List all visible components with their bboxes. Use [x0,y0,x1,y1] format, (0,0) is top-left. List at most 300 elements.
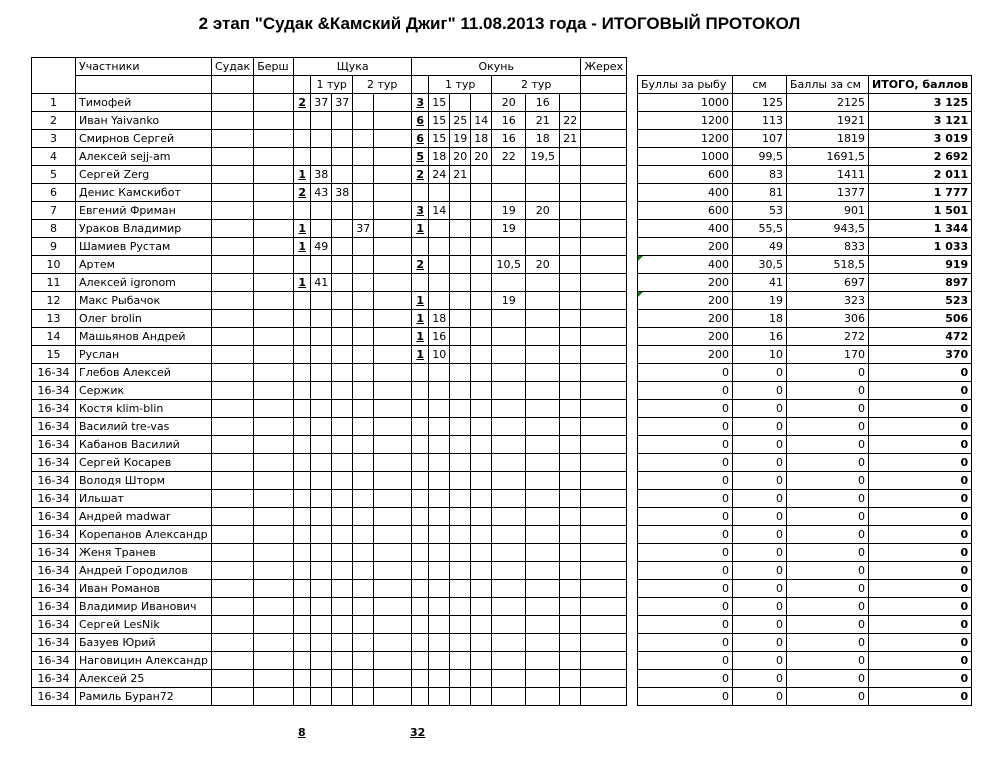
fish-points-cell: 600 [638,202,733,220]
shchuka-count: 2 [294,184,311,202]
table-row [32,328,627,346]
score-row [638,130,972,148]
shchuka-tour1-cell [332,256,353,274]
shchuka-tour1-cell [311,490,332,508]
shchuka-tour2-cell [374,274,412,292]
shchuka-tour2-cell [374,418,412,436]
okun-count: 2 [412,166,429,184]
shchuka-count: 1 [294,220,311,238]
total-cell: 897 [869,274,972,292]
zherekh-cell [581,634,627,652]
shchuka-tour1-cell [311,364,332,382]
cm-points-header: Баллы за см [787,76,869,94]
shchuka-tour2-cell [353,346,374,364]
cm-header: см [733,76,787,94]
okun-tour1-cell [471,580,492,598]
place-cell: 16-34 [32,562,76,580]
shchuka-tour1-cell [332,490,353,508]
okun-tour2-cell [526,544,560,562]
participant-name: Алексей sejj-am [76,148,212,166]
cm-cell: 18 [733,310,787,328]
okun-tour1-cell [450,346,471,364]
shchuka-tour1-cell [311,598,332,616]
okun-header: Окунь [412,58,581,76]
okun-tour2-cell [526,436,560,454]
place-cell: 9 [32,238,76,256]
shchuka-tour1-cell: 41 [311,274,332,292]
okun-count [412,418,429,436]
score-row [638,148,972,166]
participant-name: Сергей LesNik [76,616,212,634]
cm-points-cell: 0 [787,580,869,598]
okun-tour2-cell: 20 [492,94,526,112]
shchuka-tour1-cell [332,454,353,472]
cm-points-cell: 0 [787,508,869,526]
shchuka-tour2-cell [374,508,412,526]
shchuka-tour1-cell [332,634,353,652]
shchuka-tour2-cell [353,328,374,346]
okun-tour2-cell [560,292,581,310]
shchuka-tour2-cell [353,580,374,598]
score-row [638,400,972,418]
zherekh-cell [581,454,627,472]
okun-count [412,652,429,670]
shchuka-tour1-cell [332,382,353,400]
okun-tour2-cell [526,454,560,472]
okun-tour2-cell [492,472,526,490]
okun-tour2-cell [492,670,526,688]
okun-tour2-cell [560,652,581,670]
shchuka-tour2-cell [353,256,374,274]
participant-name: Базуев Юрий [76,634,212,652]
okun-tour1-cell [471,418,492,436]
scores-table-body [638,76,972,706]
sudak-header: Судак [212,58,254,76]
shchuka-tour2-cell [374,202,412,220]
okun-tour1-cell [450,184,471,202]
sudak-cell [212,490,254,508]
okun-tour2-cell [492,328,526,346]
sudak-cell [212,130,254,148]
shchuka-tour2-cell [374,184,412,202]
shchuka-count [294,490,311,508]
shchuka-count [294,562,311,580]
okun-tour1-cell [429,454,450,472]
participant-name: Олег brolin [76,310,212,328]
shchuka-tour2-cell [374,382,412,400]
shchuka-tour1-cell [311,328,332,346]
okun-tour1-cell [429,562,450,580]
shchuka-count [294,670,311,688]
okun-tour1-cell: 18 [471,130,492,148]
shchuka-tour2-cell [353,292,374,310]
bersh-cell [254,544,294,562]
fish-points-cell: 1000 [638,94,733,112]
fish-points-cell: 200 [638,310,733,328]
place-cell: 1 [32,94,76,112]
place-cell: 16-34 [32,490,76,508]
okun-tour1-cell [471,598,492,616]
sudak-cell [212,166,254,184]
fish-points-cell: 400 [638,220,733,238]
shchuka-tour1-cell [311,256,332,274]
okun-tour2-cell [526,220,560,238]
shchuka-tour1-header: 1 тур [311,76,353,94]
okun-count: 1 [412,310,429,328]
okun-tour2-cell [560,148,581,166]
protocol-table [31,57,627,706]
sudak-cell [212,364,254,382]
shchuka-tour1-cell [311,454,332,472]
table-row [32,274,627,292]
score-row [638,256,972,274]
shchuka-tour2-cell [374,292,412,310]
shchuka-tour2-cell [374,148,412,166]
zherekh-cell [581,364,627,382]
bersh-cell [254,472,294,490]
okun-count: 6 [412,112,429,130]
okun-tour2-cell [560,580,581,598]
shchuka-tour2-cell [353,184,374,202]
okun-tour1-cell [450,418,471,436]
fish-points-cell: 200 [638,328,733,346]
score-row [638,688,972,706]
fish-points-cell: 0 [638,598,733,616]
okun-tour1-cell [471,472,492,490]
score-row [638,490,972,508]
okun-tour1-cell: 14 [429,202,450,220]
okun-tour1-cell [471,328,492,346]
okun-tour1-cell [471,400,492,418]
okun-count: 2 [412,256,429,274]
okun-count: 5 [412,148,429,166]
participant-name: Алексей 25 [76,670,212,688]
zherekh-cell [581,346,627,364]
okun-tour1-cell [471,166,492,184]
cm-points-cell: 0 [787,652,869,670]
table-row [32,184,627,202]
fish-points-header: Бyллы за рыбу [638,76,733,94]
place-cell: 16-34 [32,382,76,400]
fish-points-cell: 0 [638,544,733,562]
okun-tour2-cell [492,526,526,544]
okun-tour1-cell [450,328,471,346]
bersh-cell [254,382,294,400]
shchuka-tour2-cell [353,472,374,490]
okun-tour2-cell [492,400,526,418]
total-cell: 0 [869,436,972,454]
sudak-cell [212,238,254,256]
okun-tour1-cell: 25 [450,112,471,130]
zherekh-cell [581,562,627,580]
okun-count [412,490,429,508]
sudak-cell [212,256,254,274]
fish-points-cell: 0 [638,508,733,526]
shchuka-tour1-cell [332,436,353,454]
table-row [32,580,627,598]
cm-cell: 0 [733,418,787,436]
participant-name: Тимофей [76,94,212,112]
participant-name: Сергей Zerg [76,166,212,184]
okun-tour2-cell [560,256,581,274]
place-cell: 16-34 [32,634,76,652]
okun-count [412,274,429,292]
shchuka-tour1-cell: 43 [311,184,332,202]
okun-tour1-cell [471,346,492,364]
okun-tour1-cell [471,526,492,544]
score-row [638,238,972,256]
okun-tour2-header: 2 тур [492,76,581,94]
shchuka-count [294,364,311,382]
total-cell: 2 011 [869,166,972,184]
shchuka-tour2-cell [353,598,374,616]
score-row [638,598,972,616]
shchuka-count [294,508,311,526]
shchuka-tour1-cell [332,274,353,292]
bersh-cell [254,202,294,220]
fish-points-cell: 0 [638,688,733,706]
cm-cell: 125 [733,94,787,112]
cm-points-cell: 0 [787,436,869,454]
cm-points-cell: 2125 [787,94,869,112]
shchuka-tour1-cell [332,508,353,526]
cm-cell: 0 [733,670,787,688]
shchuka-tour1-cell [311,508,332,526]
participant-name: Иван Романов [76,580,212,598]
cm-points-cell: 170 [787,346,869,364]
score-row [638,112,972,130]
bersh-cell [254,562,294,580]
cm-points-cell: 0 [787,598,869,616]
cm-cell: 99,5 [733,148,787,166]
shchuka-tour1-cell [332,544,353,562]
cm-cell: 0 [733,580,787,598]
cm-cell: 41 [733,274,787,292]
okun-tour1-cell: 15 [429,112,450,130]
sudak-cell [212,382,254,400]
place-cell: 12 [32,292,76,310]
shchuka-tour2-cell [374,652,412,670]
okun-tour2-cell [526,310,560,328]
total-cell: 370 [869,346,972,364]
okun-tour1-cell [450,310,471,328]
okun-tour2-cell: 20 [526,256,560,274]
place-cell: 16-34 [32,670,76,688]
zherekh-cell [581,328,627,346]
empty-cell [294,76,311,94]
shchuka-tour1-cell [311,652,332,670]
participant-name: Наговицин Александр [76,652,212,670]
okun-tour1-cell [471,454,492,472]
okun-tour1-cell: 14 [471,112,492,130]
shchuka-tour2-cell [353,526,374,544]
shchuka-tour1-cell [332,346,353,364]
okun-tour1-cell [450,634,471,652]
table-row [32,256,627,274]
okun-tour2-cell [526,526,560,544]
zherekh-header: Жерех [581,58,627,76]
participant-name: Евгений Фриман [76,202,212,220]
okun-tour1-cell: 24 [429,166,450,184]
score-row [638,616,972,634]
shchuka-tour1-cell [332,364,353,382]
okun-tour1-header: 1 тур [429,76,492,94]
fish-points-cell: 0 [638,562,733,580]
place-cell: 16-34 [32,508,76,526]
okun-tour2-cell [526,562,560,580]
cm-points-cell: 901 [787,202,869,220]
okun-tour1-cell [429,364,450,382]
okun-tour2-cell: 19 [492,202,526,220]
shchuka-tour2-cell [353,634,374,652]
zherekh-cell [581,526,627,544]
place-cell: 4 [32,148,76,166]
zherekh-cell [581,580,627,598]
sudak-cell [212,508,254,526]
bersh-cell [254,580,294,598]
okun-tour1-cell [471,184,492,202]
shchuka-tour1-cell [311,130,332,148]
cm-points-cell: 833 [787,238,869,256]
fish-points-cell: 200 [638,292,733,310]
okun-tour1-cell [471,364,492,382]
okun-tour1-cell [450,364,471,382]
table-row [32,652,627,670]
shchuka-tour1-cell [311,616,332,634]
score-row [638,184,972,202]
zherekh-cell [581,490,627,508]
empty-cell [412,76,429,94]
okun-tour2-cell [560,544,581,562]
okun-tour2-cell [560,526,581,544]
total-cell: 0 [869,364,972,382]
cm-points-cell: 0 [787,382,869,400]
okun-tour2-cell: 22 [492,148,526,166]
okun-tour2-cell [526,634,560,652]
shchuka-tour2-cell [353,112,374,130]
shchuka-count [294,598,311,616]
score-row [638,544,972,562]
table-row [32,688,627,706]
fish-points-cell: 1000 [638,148,733,166]
place-cell: 16-34 [32,400,76,418]
bersh-cell [254,688,294,706]
okun-tour1-cell [429,184,450,202]
total-cell: 506 [869,310,972,328]
shchuka-tour2-cell [353,310,374,328]
okun-tour1-cell [471,688,492,706]
cm-points-cell: 0 [787,562,869,580]
shchuka-tour2-cell [374,544,412,562]
table-row [32,508,627,526]
cm-points-cell: 0 [787,526,869,544]
zherekh-cell [581,508,627,526]
shchuka-tour1-cell [332,220,353,238]
shchuka-tour2-cell [353,508,374,526]
sudak-cell [212,688,254,706]
cm-points-cell: 518,5 [787,256,869,274]
score-row [638,292,972,310]
shchuka-tour1-cell [311,418,332,436]
okun-tour2-cell [492,598,526,616]
place-cell: 16-34 [32,580,76,598]
okun-tour2-cell [526,616,560,634]
shchuka-tour2-cell [374,490,412,508]
sudak-cell [212,472,254,490]
okun-tour2-cell [492,580,526,598]
okun-count [412,634,429,652]
bersh-cell [254,418,294,436]
score-row [638,382,972,400]
total-cell: 0 [869,544,972,562]
cm-cell: 0 [733,544,787,562]
participants-header: Участники [76,58,212,76]
shchuka-count: 1 [294,238,311,256]
total-cell: 0 [869,616,972,634]
shchuka-count [294,130,311,148]
cm-points-cell: 0 [787,490,869,508]
scores-table [637,75,972,706]
shchuka-count [294,400,311,418]
okun-tour1-cell [471,508,492,526]
cm-points-cell: 0 [787,634,869,652]
zherekh-cell [581,292,627,310]
cm-points-cell: 943,5 [787,220,869,238]
cm-points-cell: 1377 [787,184,869,202]
okun-count: 3 [412,202,429,220]
zherekh-cell [581,670,627,688]
shchuka-tour1-cell [311,148,332,166]
table-row [32,238,627,256]
okun-tour2-cell [560,382,581,400]
okun-count [412,400,429,418]
okun-tour1-cell [429,418,450,436]
okun-tour1-cell [471,256,492,274]
okun-tour1-cell: 21 [450,166,471,184]
shchuka-tour2-cell [374,364,412,382]
table-row [32,670,627,688]
okun-tour2-cell [492,274,526,292]
cm-points-cell: 0 [787,616,869,634]
sudak-cell [212,544,254,562]
bersh-cell [254,670,294,688]
participant-name: Сергей Косарев [76,454,212,472]
shchuka-tour1-cell: 38 [332,184,353,202]
place-cell: 16-34 [32,544,76,562]
participant-name: Сержик [76,382,212,400]
okun-tour2-cell [526,400,560,418]
sudak-cell [212,634,254,652]
fish-points-cell: 0 [638,472,733,490]
okun-tour1-cell [450,94,471,112]
participant-name: Шамиев Рустам [76,238,212,256]
okun-tour1-cell [450,652,471,670]
score-row [638,580,972,598]
cm-cell: 0 [733,436,787,454]
cm-cell: 19 [733,292,787,310]
okun-tour2-cell [560,220,581,238]
cm-cell: 0 [733,400,787,418]
okun-tour1-cell [429,598,450,616]
fish-points-cell: 0 [638,616,733,634]
bersh-cell [254,526,294,544]
fish-points-cell: 0 [638,418,733,436]
okun-tour2-cell [560,166,581,184]
okun-tour1-cell: 18 [429,310,450,328]
sudak-cell [212,94,254,112]
cm-cell: 0 [733,598,787,616]
okun-tour1-cell [471,490,492,508]
